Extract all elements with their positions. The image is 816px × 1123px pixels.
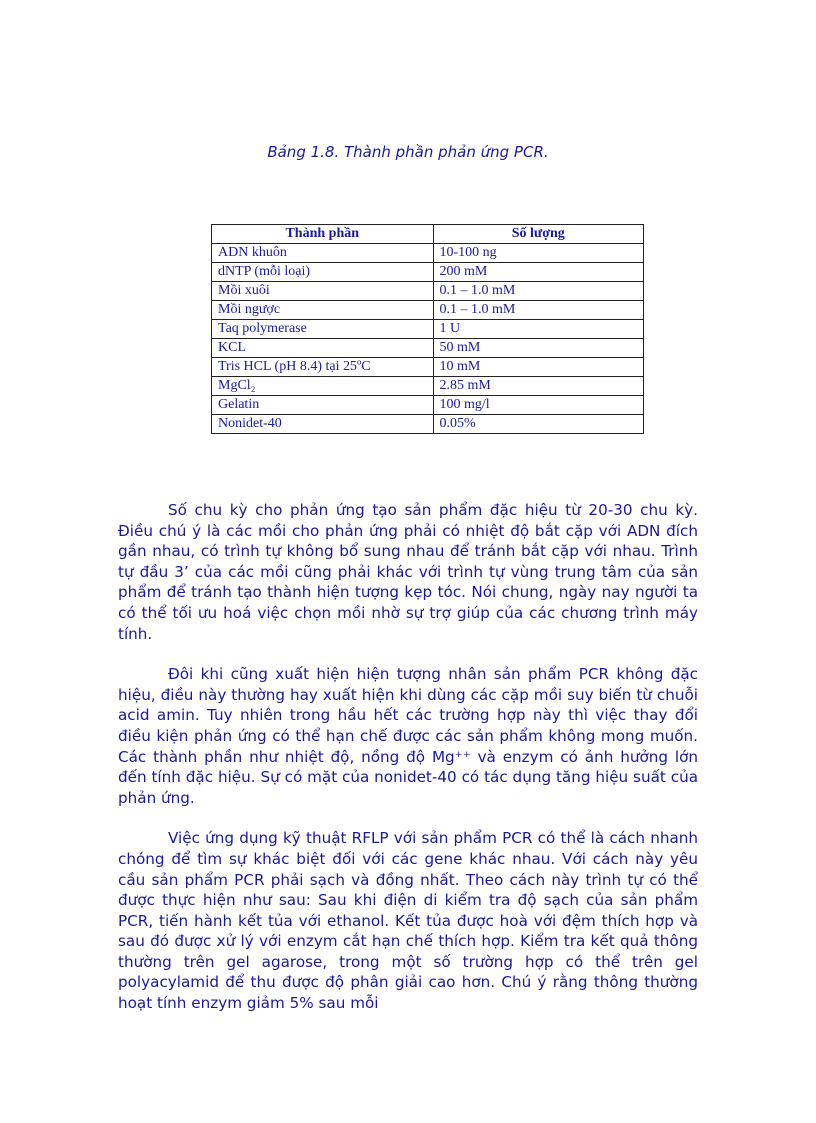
paragraph-nonspecific-amplification: Đôi khi cũng xuất hiện hiện tượng nhân sản phẩm PCR không đặc hiệu, điều này thường hay xuất hiện khi dùng các cặp mồi suy biến từ chuỗi acid amin. Tuy nhiên trong hầu hết các trường hợp này thì việc thay đổi điều kiện phản ứng có thể hạn chế được các sản phẩm không mong muốn. Các thành phần như nhiệt độ, nồng độ Mg⁺⁺ và enzym có ảnh hưởng lớn đến tính đặc hiệu. Sự có mặt của nonidet-40 có tác dụng tăng hiệu suất của phản ứng.: [118, 665, 698, 807]
body-text: [118, 500, 698, 1034]
amount-cell: 1 U: [433, 320, 643, 339]
amount-cell: 0.1 – 1.0 mM: [433, 301, 643, 320]
component-cell: Mồi ngược: [212, 301, 434, 320]
table-caption: Bảng 1.8. Thành phần phản ứng PCR.: [267, 143, 549, 161]
amount-cell: 10-100 ng: [433, 244, 643, 263]
table-row: [212, 244, 644, 263]
table-row: [212, 320, 644, 339]
amount-cell: 0.05%: [433, 415, 643, 434]
amount-cell: 50 mM: [433, 339, 643, 358]
component-cell: MgCl₂: [212, 377, 434, 396]
component-cell: Taq polymerase: [212, 320, 434, 339]
table-row: [212, 339, 644, 358]
pcr-components-table: [211, 224, 644, 434]
component-cell: Nonidet-40: [212, 415, 434, 434]
table-row: [212, 358, 644, 377]
component-cell: Tris HCL (pH 8.4) tại 25ºC: [212, 358, 434, 377]
header-amount: Số lượng: [433, 225, 643, 244]
table-row: [212, 301, 644, 320]
amount-cell: 10 mM: [433, 358, 643, 377]
component-cell: KCL: [212, 339, 434, 358]
amount-cell: 2.85 mM: [433, 377, 643, 396]
component-cell: Gelatin: [212, 396, 434, 415]
amount-cell: 100 mg/l: [433, 396, 643, 415]
table-header-row: [212, 225, 644, 244]
table-row: [212, 282, 644, 301]
amount-cell: 200 mM: [433, 263, 643, 282]
component-cell: Mồi xuôi: [212, 282, 434, 301]
table-row: [212, 263, 644, 282]
header-component: Thành phần: [212, 225, 434, 244]
amount-cell: 0.1 – 1.0 mM: [433, 282, 643, 301]
table-row: [212, 415, 644, 434]
paragraph-pcr-cycles: Số chu kỳ cho phản ứng tạo sản phẩm đặc hiệu từ 20-30 chu kỳ. Điều chú ý là các mồi cho phản ứng phải có nhiệt độ bắt cặp với ADN đích gần nhau, có trình tự không bổ sung nhau để tránh bắt cặp với nhau. Trình tự đầu 3’ của các mồi cũng phải khác với trình tự vùng trung tâm của sản phẩm để tránh tạo thành hiện tượng kẹp tóc. Nói chung, ngày nay người ta có thể tối ưu hoá việc chọn mồi nhờ sự trợ giúp của các chương trình máy tính.: [118, 501, 698, 643]
table-row: [212, 377, 644, 396]
paragraph-rflp: Việc ứng dụng kỹ thuật RFLP với sản phẩm PCR có thể là cách nhanh chóng để tìm sự khác biệt đối với các gene khác nhau. Với cách này yêu cầu sản phẩm PCR phải sạch và đồng nhất. Theo cách này trình tự có thể được thực hiện như sau: Sau khi điện di kiểm tra độ sạch của sản phẩm PCR, tiến hành kết tủa với ethanol. Kết tủa được hoà với đệm thích hợp và sau đó được xử lý với enzym cắt hạn chế thích hợp. Kiểm tra kết quả thông thường trên gel agarose, trong một số trường hợp có thể trên gel polyacylamid để thu được độ phân giải cao hơn. Chú ý rằng thông thường hoạt tính enzym giảm 5% sau mỗi: [118, 829, 698, 1013]
table-row: [212, 396, 644, 415]
component-cell: ADN khuôn: [212, 244, 434, 263]
component-cell: dNTP (mỗi loại): [212, 263, 434, 282]
